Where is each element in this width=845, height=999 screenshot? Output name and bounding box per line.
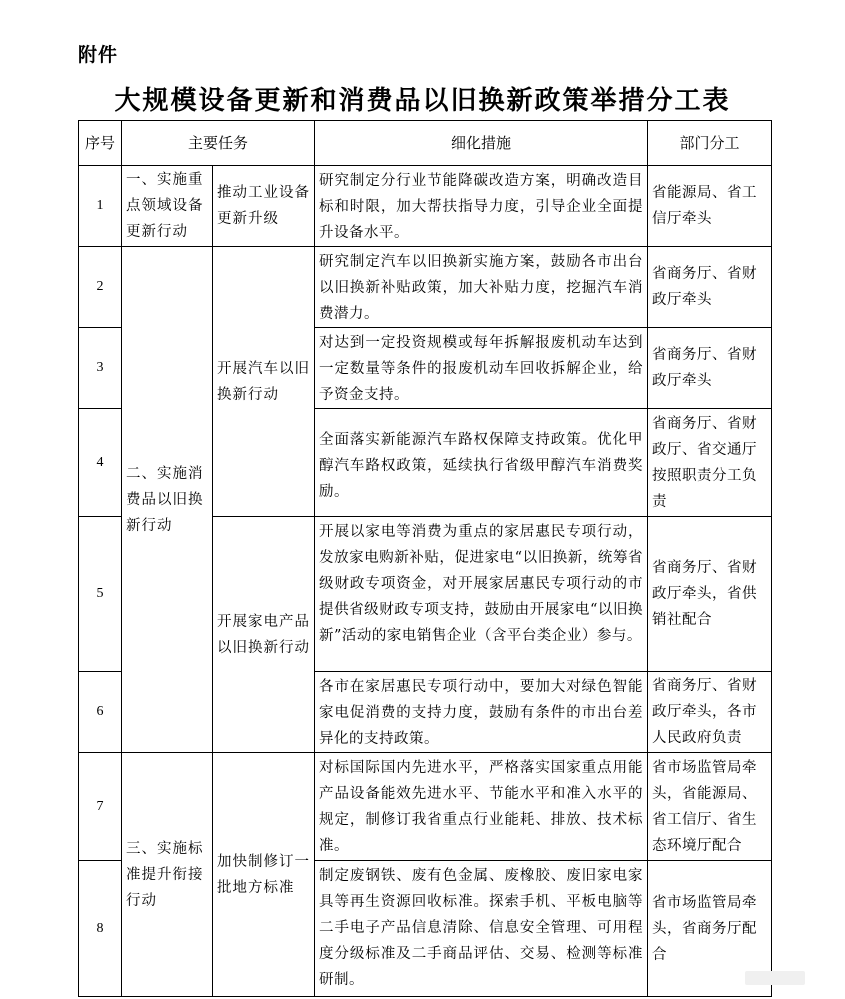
measure-cell: 全面落实新能源汽车路权保障支持政策。优化甲醇汽车路权政策，延续执行省级甲醇汽车消费奖励。 <box>315 409 648 517</box>
dept-cell: 省商务厅、省财政厅牵头 <box>648 247 772 328</box>
header-main-task: 主要任务 <box>122 121 315 166</box>
dept-cell: 省商务厅、省财政厅牵头，省供销社配合 <box>648 517 772 672</box>
sub-task-cell: 推动工业设备更新升级 <box>213 166 315 247</box>
sub-task-cell: 开展家电产品以旧换新行动 <box>213 517 315 753</box>
sub-task-cell: 加快制修订一批地方标准 <box>213 753 315 997</box>
dept-cell: 省商务厅、省财政厅牵头 <box>648 328 772 409</box>
row-number: 3 <box>79 328 122 409</box>
header-dept: 部门分工 <box>648 121 772 166</box>
dept-cell: 省市场监管局牵头，省商务厅配合 <box>648 861 772 997</box>
table-header-row <box>79 121 772 166</box>
row-number: 4 <box>79 409 122 517</box>
main-task-cell: 一、实施重点领域设备更新行动 <box>122 166 213 247</box>
page-title: 大规模设备更新和消费品以旧换新政策举措分工表 <box>114 86 731 116</box>
measure-cell: 对达到一定投资规模或每年拆解报废机动车达到一定数量等条件的报废机动车回收拆解企业，给予资金支持。 <box>315 328 648 409</box>
row-number: 5 <box>79 517 122 672</box>
table-row <box>79 166 772 247</box>
row-number: 7 <box>79 753 122 861</box>
policy-table <box>78 120 772 997</box>
header-measures: 细化措施 <box>315 121 648 166</box>
table-row <box>79 247 772 328</box>
measure-cell: 制定废钢铁、废有色金属、废橡胶、废旧家电家具等再生资源回收标准。探索手机、平板电脑等二手电子产品信息清除、信息安全管理、可用程度分级标准及二手商品评估、交易、检测等标准研制。 <box>315 861 648 997</box>
measure-cell: 研究制定分行业节能降碳改造方案，明确改造目标和时限，加大帮扶指导力度，引导企业全面提升设备水平。 <box>315 166 648 247</box>
attachment-label: 附件 <box>78 44 119 66</box>
dept-cell: 省商务厅、省财政厅牵头，各市人民政府负责 <box>648 672 772 753</box>
dept-cell: 省市场监管局牵头，省能源局、省工信厅、省生态环境厅配合 <box>648 753 772 861</box>
main-task-cell: 三、实施标准提升衔接行动 <box>122 753 213 997</box>
dept-cell: 省能源局、省工信厅牵头 <box>648 166 772 247</box>
row-number: 1 <box>79 166 122 247</box>
main-task-cell: 二、实施消费品以旧换新行动 <box>122 247 213 753</box>
table-row <box>79 753 772 861</box>
row-number: 2 <box>79 247 122 328</box>
header-no: 序号 <box>79 121 122 166</box>
dept-cell: 省商务厅、省财政厅、省交通厅按照职责分工负责 <box>648 409 772 517</box>
measure-cell: 研究制定汽车以旧换新实施方案，鼓励各市出台以旧换新补贴政策，加大补贴力度，挖掘汽车消费潜力。 <box>315 247 648 328</box>
watermark-tag <box>745 971 805 985</box>
row-number: 8 <box>79 861 122 997</box>
measure-cell: 开展以家电等消费为重点的家居惠民专项行动，发放家电购新补贴，促进家电“以旧换新，统筹省级财政专项资金，对开展家居惠民专项行动的市提供省级财政专项支持，鼓励由开展家电“以旧换新”活动的家电销售企业（含平台类企业）参与。 <box>315 517 648 672</box>
row-number: 6 <box>79 672 122 753</box>
measure-cell: 各市在家居惠民专项行动中，要加大对绿色智能家电促消费的支持力度，鼓励有条件的市出台差异化的支持政策。 <box>315 672 648 753</box>
measure-cell: 对标国际国内先进水平，严格落实国家重点用能产品设备能效先进水平、节能水平和准入水平的规定，制修订我省重点行业能耗、排放、技术标准。 <box>315 753 648 861</box>
sub-task-cell: 开展汽车以旧换新行动 <box>213 247 315 517</box>
